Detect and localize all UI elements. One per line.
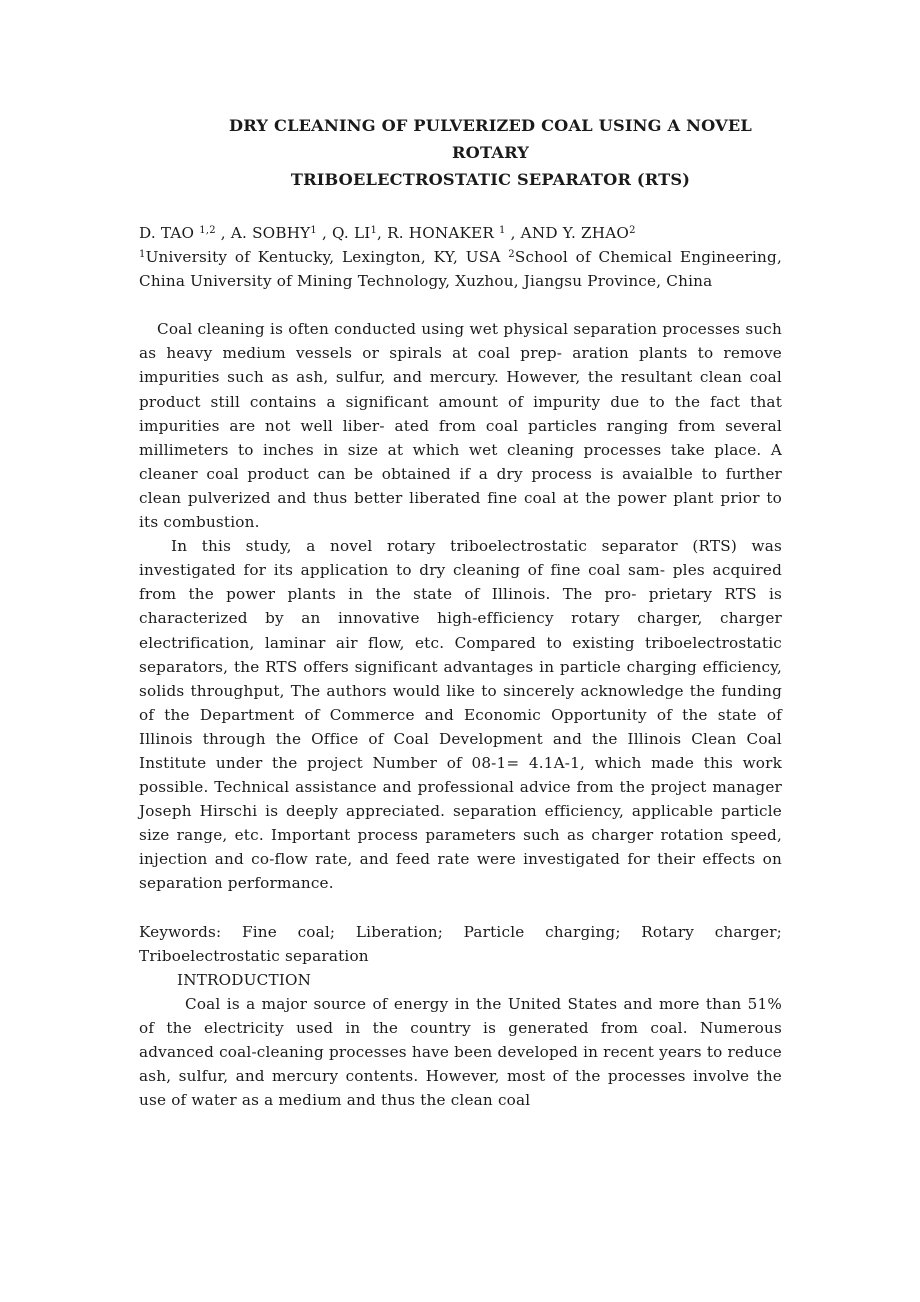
paper-title	[139, 112, 782, 193]
author-3-name: , Q. LI	[316, 224, 371, 242]
paper-body	[139, 112, 782, 1112]
author-2-name: , A. SOBHY	[215, 224, 311, 242]
title-line-2: TRIBOELECTROSTATIC SEPARATOR (RTS)	[290, 170, 691, 189]
affiliation-2-mark: 2	[508, 249, 515, 261]
section-heading-introduction: INTRODUCTION	[177, 970, 312, 989]
keywords: Keywords: Fine coal; Liberation; Particle charging; Rotary charger; Triboelectrostatic separation	[139, 922, 782, 965]
abstract-paragraph-1: Coal cleaning is often conducted using wet physical separation processes such as heavy medium vessels or spirals at coal prep- aration plants to remove impurities such as ash, sulfur, and mercury. However, the resultant clean coal product still contains a significant amount of impurity due to the fact that impurities are not well liber- ated from coal particles ranging from several millimeters to inches in size at which wet cleaning processes take place. A cleaner coal product can be obtained if a dry process is avaialble to further clean pulverized and thus better liberated fine coal at the power plant prior to its combustion.	[139, 320, 782, 532]
author-3-affiliation-mark: 1	[370, 225, 378, 236]
affiliation-1: University of Kentucky, Lexington, KY, USA	[145, 248, 509, 267]
affiliation-2: School of Chemical Engineering, China University of Mining Technology, Xuzhou, Jiangsu Province, China	[139, 248, 782, 291]
author-5-affiliation-mark: 2	[629, 225, 636, 236]
affiliations	[139, 245, 782, 293]
title-line-1: DRY CLEANING OF PULVERIZED COAL USING A NOVEL ROTARY	[229, 116, 752, 162]
author-2-affiliation-mark: 1	[310, 225, 317, 236]
author-list	[139, 221, 782, 245]
author-1-affiliation-mark: 1,2	[199, 225, 216, 236]
author-1-name: D. TAO	[139, 224, 200, 242]
affiliation-1-mark: 1	[139, 249, 146, 261]
introduction-paragraph-1: Coal is a major source of energy in the United States and more than 51% of the electricity used in the country is generated from coal. Numerous advanced coal-cleaning processes have been developed in recent years to reduce ash, sulfur, and mercury contents. However, most of the processes involve the use of water as a medium and thus the clean coal	[139, 994, 782, 1110]
abstract-paragraph-2: In this study, a novel rotary triboelectrostatic separator (RTS) was investigated for its application to dry cleaning of fine coal sam- ples acquired from the power plants in the state of Illinois. The pro- prietary RTS is characterized by an innovative high-efficiency rotary charger, charger electrification, laminar air flow, etc. Compared to existing triboelectrostatic separators, the RTS offers significant advantages in particle charging efficiency, solids throughput, The authors would like to sincerely acknowledge the funding of the Department of Commerce and Economic Opportunity of the state of Illinois through the Office of Coal Development and the Illinois Clean Coal Institute under the project Number of 08-1= 4.1A-1, which made this work possible. Technical assistance and professional advice from the project manager Joseph Hirschi is deeply appreciated. separation efficiency, applicable particle size range, etc. Important process parameters such as charger rotation speed, injection and co-flow rate, and feed rate were investigated for their effects on separation performance.	[139, 537, 782, 893]
author-4-affiliation-mark: 1	[499, 225, 506, 236]
author-5-name: , AND Y. ZHAO	[505, 224, 630, 242]
author-4-name: , R. HONAKER	[377, 224, 500, 242]
